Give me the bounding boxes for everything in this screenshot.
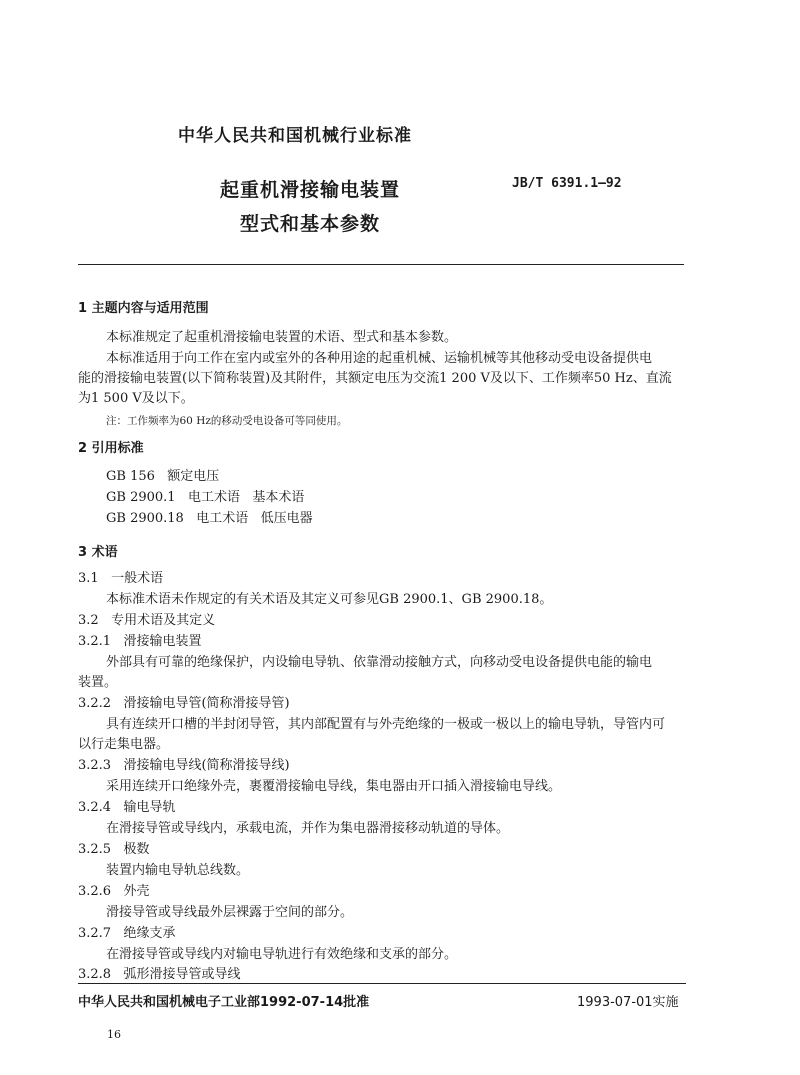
term-3-2-8-heading: 3.2.8 弧形滑接导管或导线 bbox=[78, 967, 241, 982]
term-3-2-heading: 3.2 专用术语及其定义 bbox=[78, 613, 216, 628]
term-3-2-6-heading: 3.2.6 外壳 bbox=[78, 884, 150, 899]
effective-date: 1993-07-01实施 bbox=[577, 995, 679, 1010]
term-3-2-2-text-line-1: 具有连续开口槽的半封闭导管，其内部配置有与外壳绝缘的一极或一极以上的输电导轨，导管内可 bbox=[106, 717, 666, 732]
issuing-authority: 中华人民共和国机械行业标准 bbox=[178, 126, 412, 146]
approval-statement: 中华人民共和国机械电子工业部1992-07-14批准 bbox=[78, 995, 370, 1010]
page-number: 16 bbox=[107, 1028, 121, 1041]
term-3-2-1-heading: 3.2.1 滑接输电装置 bbox=[78, 634, 202, 649]
term-3-2-7-text: 在滑接导管或导线内对输电导轨进行有效绝缘和支承的部分。 bbox=[106, 947, 458, 962]
section-3-heading: 3 术语 bbox=[78, 545, 118, 560]
term-3-2-5-heading: 3.2.5 极数 bbox=[78, 842, 150, 857]
reference-gb2900-18: GB 2900.18 电工术语 低压电器 bbox=[106, 511, 313, 526]
term-3-2-1-text-line-1: 外部具有可靠的绝缘保护，内设输电导轨、依靠滑动接触方式，向移动受电设备提供电能的输电 bbox=[106, 655, 653, 670]
section-1-note: 注：工作频率为60 Hz的移动受电设备可等同使用。 bbox=[106, 415, 348, 427]
standard-number: JB/T 6391.1—92 bbox=[512, 176, 622, 191]
term-3-2-7-heading: 3.2.7 绝缘支承 bbox=[78, 926, 176, 941]
term-3-2-3-heading: 3.2.3 滑接输电导线(简称滑接导线) bbox=[78, 758, 290, 773]
header-divider bbox=[78, 264, 684, 265]
term-3-1-text: 本标准术语未作规定的有关术语及其定义可参见GB 2900.1、GB 2900.18。 bbox=[106, 592, 553, 607]
term-3-2-4-text: 在滑接导管或导线内，承载电流，并作为集电器滑接移动轨道的导体。 bbox=[106, 821, 510, 836]
term-3-2-2-text-line-2: 以行走集电器。 bbox=[78, 737, 170, 752]
term-3-2-4-heading: 3.2.4 输电导轨 bbox=[78, 800, 176, 815]
document-title-line-1: 起重机滑接输电装置 bbox=[220, 179, 401, 201]
section-1-paragraph-2-line-2: 能的滑接输电装置(以下简称装置)及其附件，其额定电压为交流1 200 V及以下、工作频率50 Hz、直流 bbox=[78, 371, 672, 386]
term-3-2-3-text: 采用连续开口绝缘外壳，裹覆滑接输电导线，集电器由开口插入滑接输电导线。 bbox=[106, 779, 562, 794]
reference-gb156: GB 156 额定电压 bbox=[106, 469, 220, 484]
term-3-1-heading: 3.1 一般术语 bbox=[78, 571, 164, 586]
section-1-paragraph-2-line-1: 本标准适用于向工作在室内或室外的各种用途的起重机械、运输机械等其他移动受电设备提供电 bbox=[106, 351, 653, 366]
document-title-line-2: 型式和基本参数 bbox=[240, 213, 381, 235]
term-3-2-1-text-line-2: 装置。 bbox=[78, 675, 118, 690]
term-3-2-2-heading: 3.2.2 滑接输电导管(简称滑接导管) bbox=[78, 696, 290, 711]
term-3-2-5-text: 装置内输电导轨总线数。 bbox=[106, 863, 250, 878]
section-1-paragraph-1: 本标准规定了起重机滑接输电装置的术语、型式和基本参数。 bbox=[106, 330, 458, 345]
section-2-heading: 2 引用标准 bbox=[78, 441, 144, 456]
footer-divider bbox=[78, 983, 686, 984]
reference-gb2900-1: GB 2900.1 电工术语 基本术语 bbox=[106, 490, 305, 505]
section-1-paragraph-2-line-3: 为1 500 V及以下。 bbox=[78, 391, 194, 406]
term-3-2-6-text: 滑接导管或导线最外层裸露于空间的部分。 bbox=[106, 905, 354, 920]
section-1-heading: 1 主题内容与适用范围 bbox=[78, 301, 209, 316]
